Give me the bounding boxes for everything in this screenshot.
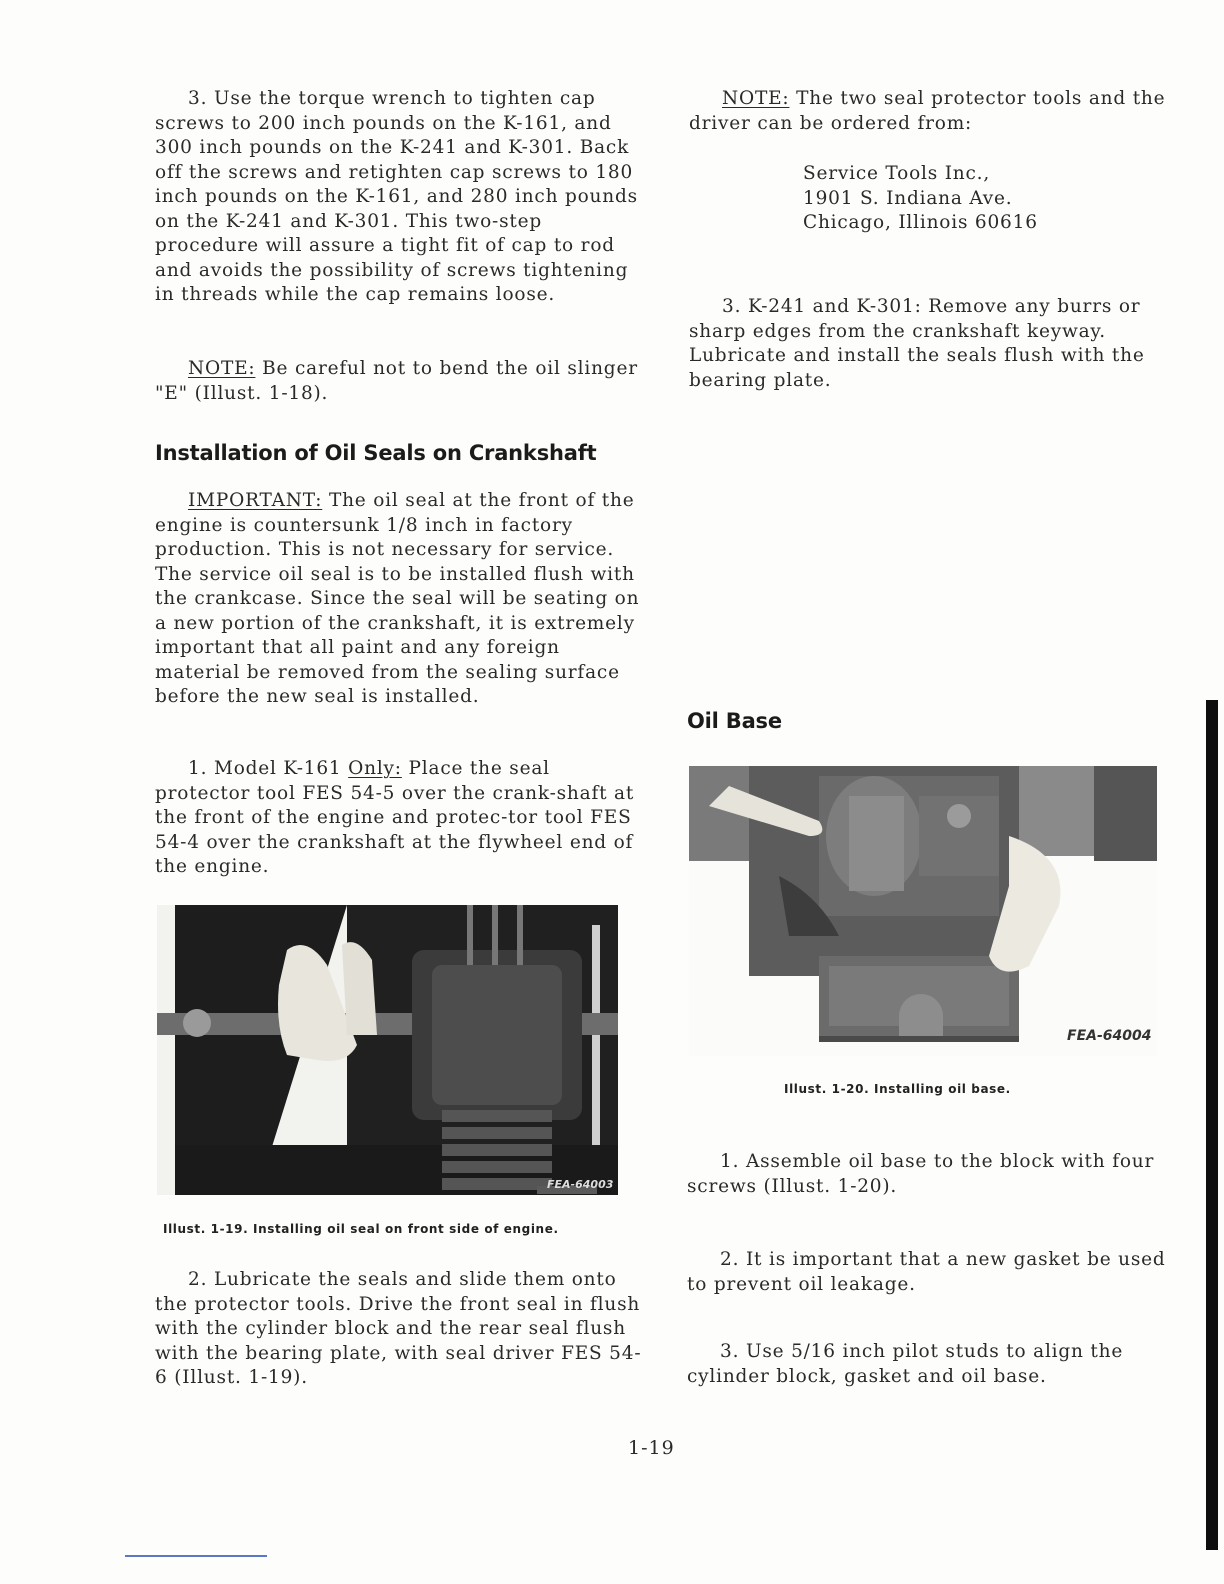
paragraph [687,1150,1167,1199]
section-heading-oil-seals [155,441,645,465]
step-number: 1. [720,1151,740,1172]
paragraph [689,295,1169,393]
note-label: NOTE: [188,358,256,379]
step-text: Lubricate the seals and slide them onto the protector tools. Drive the front seal in flush with the cylinder block and the rear seal flush with the bearing plate, with seal driver FES 54-6 (Illust. 1-19). [155,1269,642,1388]
paragraph [155,1268,645,1391]
step-text: Assemble oil base to the block with four screws (Illust. 1-20). [687,1151,1155,1197]
scan-edge [1200,0,1224,1584]
illustration-1-20-photo [689,766,1157,1056]
section-heading: Oil Base [687,709,782,733]
step-text: It is important that a new gasket be used to prevent oil leakage. [687,1249,1166,1295]
caption-text: Illust. 1-20. Installing oil base. [784,1082,1011,1096]
supplier-address [803,162,1163,236]
step-number: 3. [722,296,742,317]
engine-seal-photo [157,905,618,1195]
left-note [155,357,645,406]
right-oil-base-step-2 [687,1248,1167,1297]
paragraph [687,1340,1167,1389]
figure-code: FEA-64003 [547,1178,614,1191]
note-text: Be careful not to bend the oil slinger "E" (Illust. 1-18). [155,358,638,404]
address-line: Chicago, Illinois 60616 [803,212,1038,233]
left-step-2 [155,1268,645,1391]
step-text: Use 5/16 inch pilot studs to align the cylinder block, gasket and oil base. [687,1341,1124,1387]
step-number: 3. [720,1341,740,1362]
left-important [155,489,645,710]
left-step-3 [155,87,645,308]
step-text: Place the seal protector tool FES 54-5 over the crank-shaft at the front of the engine and protec-tor tool FES 54-4 over the crankshaft at the flywheel end of the engine. [155,758,635,877]
right-oil-base-step-1 [687,1150,1167,1199]
address-line: 1901 S. Indiana Ave. [803,187,1013,209]
paragraph [155,87,645,308]
bottom-rule [125,1555,267,1557]
right-oil-base-step-3 [687,1340,1167,1389]
right-step-3 [689,295,1169,393]
note-text: The two seal protector tools and the driver can be ordered from: [689,88,1166,134]
step-number: 3. [188,88,208,109]
caption-text: Illust. 1-19. Installing oil seal on front side of engine. [163,1222,559,1236]
step-text: Use the torque wrench to tighten cap screws to 200 inch pounds on the K-161, and 300 inch pounds on the K-241 and K-301. Back off the screws and retighten cap screws to 180 inch pounds on the K-161, and 280 inch pounds on the K-241 and K-301. This two-step procedure will assure a tight fit of cap to rod and avoids the possibility of screws tightening in threads while the cap remains loose. [155,88,638,305]
important-label: IMPORTANT: [188,490,323,511]
important-text: The oil seal at the front of the engine is countersunk 1/8 inch in factory production. This is not necessary for service. The service oil seal is to be installed flush with the crankcase. Since the seal will be seating on a new portion of the crankshaft, it is extremely important that all paint and any foreign material be removed from the sealing surface before the new seal is installed. [155,490,640,707]
step-model: Model K-161 [213,758,342,779]
address-line: Service Tools Inc., [803,163,991,184]
section-heading: Installation of Oil Seals on Crankshaft [155,441,597,465]
oil-base-photo [689,766,1157,1056]
left-step-1 [155,757,645,880]
paragraph [155,757,645,880]
step-number: 1. [188,758,208,779]
note-label: NOTE: [722,88,790,109]
figure-1-19-caption [163,1222,633,1236]
paragraph [689,87,1169,136]
step-number: 2. [720,1249,740,1270]
step-number: 2. [188,1269,208,1290]
right-note [689,87,1169,136]
paragraph [155,357,645,406]
only-label: Only: [348,758,402,779]
paragraph [155,489,645,710]
paragraph [687,1248,1167,1297]
figure-code: FEA-64004 [1067,1028,1152,1044]
section-heading-oil-base [687,709,1167,733]
illustration-1-19-photo [157,905,618,1195]
page-number: 1-19 [628,1437,675,1459]
step-text: K-241 and K-301: Remove any burrs or sharp edges from the crankshaft keyway. Lubricate and install the seals flush with the bearing plate. [689,296,1145,391]
figure-1-20-caption [784,1082,1144,1096]
scan-edge-line [1206,700,1218,1550]
